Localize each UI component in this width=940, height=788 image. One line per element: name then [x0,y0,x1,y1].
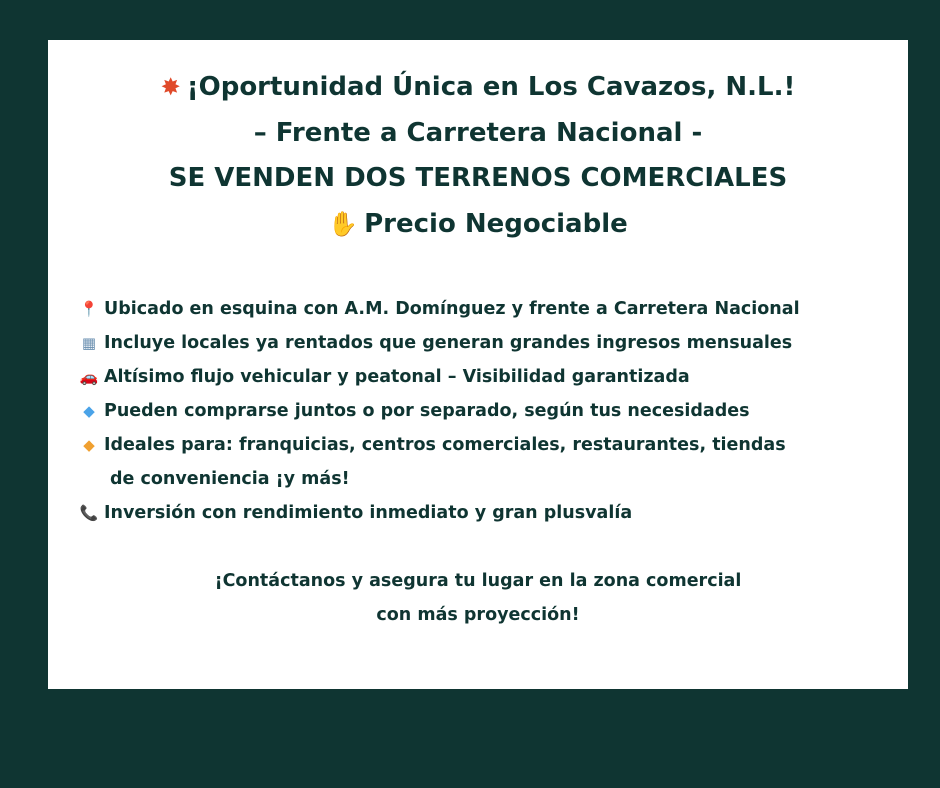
car-icon: 🚗 [79,368,99,386]
headline-line-4 [48,201,908,247]
list-item-text: de conveniencia ¡y más! [110,469,350,489]
cta-line-2: con más proyección! [376,605,580,625]
feature-list [78,292,888,530]
cta-line-1: ¡Contáctanos y asegura tu lugar en la zona comercial [214,571,742,591]
collision-icon: ✸ [160,73,181,101]
price-label: Precio Negociable [364,209,628,239]
office-building-icon: ▦ [81,334,97,352]
list-item [78,496,888,530]
pin-icon: 📍 [79,300,99,318]
blue-diamond-icon: ◆ [83,402,95,420]
list-item-text: Ubicado en esquina con A.M. Domínguez y frente a Carretera Nacional [104,299,800,319]
list-item [78,428,888,462]
list-item [78,292,888,326]
headline-line-1 [48,64,908,110]
ad-card [48,40,908,689]
list-item-text: Altísimo flujo vehicular y peatonal – Visibilidad garantizada [104,367,690,387]
list-item-text: Incluye locales ya rentados que generan grandes ingresos mensuales [104,333,793,353]
phone-icon: 📞 [79,504,99,522]
list-item-text: Inversión con rendimiento inmediato y gran plusvalía [104,503,633,523]
headline-title: ¡Oportunidad Única en Los Cavazos, N.L.! [186,72,796,102]
headline-line-2: – Frente a Carretera Nacional - [253,118,703,148]
list-item-text: Pueden comprarse juntos o por separado, según tus necesidades [104,401,750,421]
list-item [78,360,888,394]
list-item-continuation [78,462,888,496]
list-item [78,394,888,428]
handshake-icon: ✋ [328,210,359,238]
list-item-text: Ideales para: franquicias, centros comerciales, restaurantes, tiendas [104,435,786,455]
headline-line-3: SE VENDEN DOS TERRENOS COMERCIALES [168,163,788,193]
orange-diamond-icon: ◆ [83,436,95,454]
list-item [78,326,888,360]
